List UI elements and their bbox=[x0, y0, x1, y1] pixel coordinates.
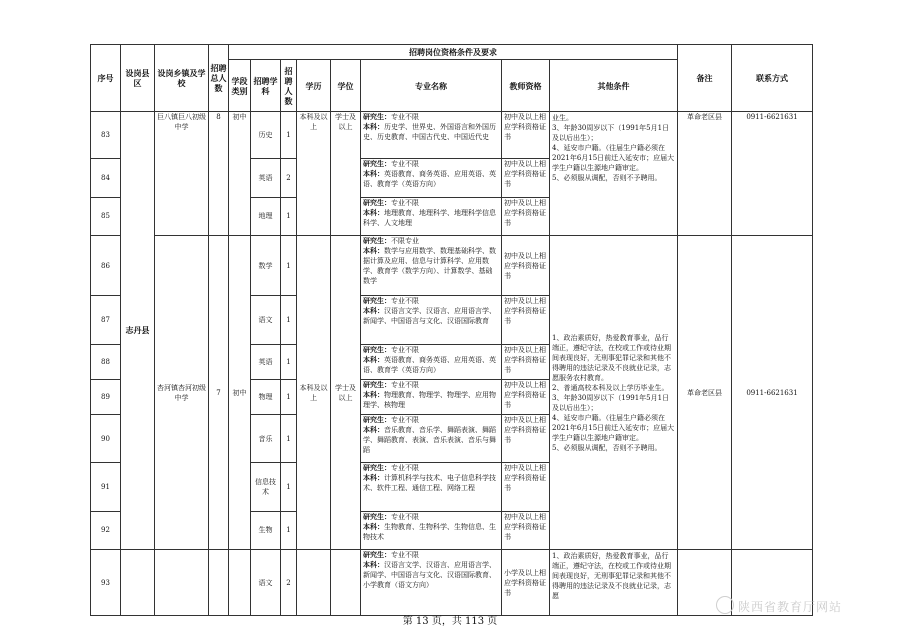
header-other: 其他条件 bbox=[550, 60, 678, 112]
total-cell-empty bbox=[209, 550, 229, 616]
grad-text: 专业不限 bbox=[391, 415, 419, 424]
other-conditions: 1、政治素质好，热爱教育事业，品行端正，遵纪守法，在校或工作或待业期间表现良好，无刑事犯罪记录和其他不得聘用的违法记录及不良就业记录，志愿服务农村教育。 2、普通高校本科及以上学历毕业生。 3、年龄30周岁以下（1991年5月1日及以后出生）； 4、延安市户籍。（往届生户籍必须在2021年6月15日前迁入延安市；应届大学生户籍以生源地户籍审定。 5、必须服从调配，否则不予聘用。 bbox=[550, 236, 678, 550]
count-cell: 1 bbox=[281, 463, 297, 511]
seq-cell: 83 bbox=[91, 111, 121, 158]
school-cell: 杏河镇杏河初级中学 bbox=[155, 236, 209, 550]
ug-text: 物理教育、物理学、物理学、应用物理学、核物理 bbox=[363, 390, 496, 409]
major-cell bbox=[361, 236, 502, 296]
grad-label: 研究生： bbox=[363, 159, 391, 169]
subject-cell: 英语 bbox=[251, 159, 281, 197]
ug-label: 本科： bbox=[363, 560, 384, 570]
major-cell bbox=[361, 550, 502, 616]
major-cell bbox=[361, 296, 502, 344]
ug-label: 本科： bbox=[363, 521, 384, 531]
subject-cell: 语文 bbox=[251, 550, 281, 616]
seq-cell: 93 bbox=[91, 550, 121, 616]
seq-cell: 92 bbox=[91, 511, 121, 549]
cert-cell: 小学及以上相应学科资格证书 bbox=[502, 550, 550, 616]
seq-cell: 87 bbox=[91, 296, 121, 344]
grad-text: 专业不限 bbox=[391, 464, 419, 473]
header-note: 备注 bbox=[678, 45, 732, 112]
grad-label: 研究生： bbox=[363, 463, 391, 473]
ug-text: 数学与应用数学、数理基础科学、数据计算及应用、信息与计算科学、应用数学、教育学（数学方向）、计算数学、基础数学 bbox=[363, 247, 496, 286]
total-cell: 7 bbox=[209, 236, 229, 550]
cert-cell: 初中及以上相应学科资格证书 bbox=[502, 414, 550, 462]
grad-text: 不限专业 bbox=[391, 237, 419, 246]
grad-text: 专业不限 bbox=[391, 345, 419, 354]
ug-text: 生物教育、生物科学、生物信息、生物技术 bbox=[363, 522, 496, 541]
cert-cell: 初中及以上相应学科资格证书 bbox=[502, 236, 550, 296]
watermark-logo-icon bbox=[716, 596, 734, 614]
count-cell: 1 bbox=[281, 511, 297, 549]
cert-cell: 初中及以上相应学科资格证书 bbox=[502, 296, 550, 344]
subject-cell: 历史 bbox=[251, 111, 281, 158]
subject-cell: 物理 bbox=[251, 379, 281, 414]
ug-text: 英语教育、商务英语、应用英语、英语、教育学（英语方向） bbox=[363, 170, 496, 189]
header-edu: 学历 bbox=[297, 60, 331, 112]
count-cell: 1 bbox=[281, 296, 297, 344]
subject-cell: 地理 bbox=[251, 197, 281, 235]
degree-cell: 学士及以上 bbox=[331, 236, 361, 550]
subject-cell: 信息技术 bbox=[251, 463, 281, 511]
grad-text: 专业不限 bbox=[391, 380, 419, 389]
subject-cell: 数学 bbox=[251, 236, 281, 296]
grad-label: 研究生： bbox=[363, 379, 391, 389]
ug-label: 本科： bbox=[363, 207, 384, 217]
note-cell: 革命老区县 bbox=[678, 111, 732, 235]
header-contact: 联系方式 bbox=[732, 45, 813, 112]
table-row bbox=[91, 111, 813, 158]
header-cert: 教师资格 bbox=[502, 60, 550, 112]
other-conditions: 业生。 3、年龄30周岁以下（1991年5月1日及以后出生）； 4、延安市户籍。（往届生户籍必须在2021年6月15日前迁入延安市；应届大学生户籍以生源地户籍审定。 5、必须服从调配，否则不予聘用。 bbox=[550, 111, 678, 235]
stage-cell-empty bbox=[229, 550, 251, 616]
major-cell bbox=[361, 511, 502, 549]
total-cell: 8 bbox=[209, 111, 229, 235]
other-conditions: 1、政治素质好，热爱教育事业，品行端正，遵纪守法，在校或工作或待业期间表现良好，无刑事犯罪记录和其他不得聘用的违法记录及不良就业记录，志愿 bbox=[550, 550, 678, 616]
ug-text: 汉语言文学、汉语言、应用语言学、新闻学、中国语言与文化、汉语国际教育、小学教育（语文方向） bbox=[363, 561, 496, 590]
school-cell-empty bbox=[155, 550, 209, 616]
seq-cell: 86 bbox=[91, 236, 121, 296]
edu-cell: 本科及以上 bbox=[297, 236, 331, 550]
major-cell bbox=[361, 463, 502, 511]
ug-label: 本科： bbox=[363, 169, 384, 179]
degree-cell: 学士及以上 bbox=[331, 111, 361, 235]
subject-cell: 音乐 bbox=[251, 414, 281, 462]
ug-text: 汉语言文学、汉语言、应用语言学、新闻学、中国语言与文化、汉语国际教育 bbox=[363, 307, 496, 326]
header-county: 设岗县区 bbox=[121, 45, 155, 112]
table-row bbox=[91, 550, 813, 616]
cert-cell: 初中及以上相应学科资格证书 bbox=[502, 511, 550, 549]
ug-label: 本科： bbox=[363, 306, 384, 316]
grad-text: 专业不限 bbox=[391, 512, 419, 521]
count-cell: 1 bbox=[281, 197, 297, 235]
grad-text: 专业不限 bbox=[391, 551, 419, 560]
ug-label: 本科： bbox=[363, 121, 384, 131]
grad-label: 研究生： bbox=[363, 344, 391, 354]
page-footer: 第 13 页，共 113 页 bbox=[402, 616, 498, 627]
ug-label: 本科： bbox=[363, 473, 384, 483]
major-cell bbox=[361, 379, 502, 414]
grad-text: 专业不限 bbox=[391, 198, 419, 207]
ug-text: 地理教育、地理科学、地理科学信息科学、人文地理 bbox=[363, 208, 496, 227]
grad-text: 专业不限 bbox=[391, 297, 419, 306]
note-cell: 革命老区县 bbox=[678, 236, 732, 550]
count-cell: 2 bbox=[281, 159, 297, 197]
ug-text: 音乐教育、音乐学、舞蹈表演、舞蹈学、舞蹈教育、表演、音乐表演、音乐与舞蹈 bbox=[363, 425, 496, 454]
header-total: 招聘总人数 bbox=[209, 45, 229, 112]
cert-cell: 初中及以上相应学科资格证书 bbox=[502, 463, 550, 511]
seq-cell: 84 bbox=[91, 159, 121, 197]
county-cell-empty bbox=[121, 550, 155, 616]
subject-cell: 生物 bbox=[251, 511, 281, 549]
grad-label: 研究生： bbox=[363, 111, 391, 121]
subject-cell: 英语 bbox=[251, 344, 281, 379]
seq-cell: 90 bbox=[91, 414, 121, 462]
grad-text: 专业不限 bbox=[391, 112, 419, 121]
count-cell: 1 bbox=[281, 344, 297, 379]
edu-cell-empty bbox=[297, 550, 331, 616]
ug-text: 计算机科学与技术、电子信息科学技术、软件工程、通信工程、网络工程 bbox=[363, 474, 496, 493]
ug-label: 本科： bbox=[363, 354, 384, 364]
ug-text: 历史学、世界史、外国语言和外国历史、历史教育、中国古代史、中国近代史 bbox=[363, 122, 496, 141]
major-cell bbox=[361, 159, 502, 197]
cert-cell: 初中及以上相应学科资格证书 bbox=[502, 159, 550, 197]
major-cell bbox=[361, 414, 502, 462]
school-cell: 巨八镇巨八初级中学 bbox=[155, 111, 209, 235]
major-cell bbox=[361, 111, 502, 158]
seq-cell: 85 bbox=[91, 197, 121, 235]
header-major: 专业名称 bbox=[361, 60, 502, 112]
header-seq: 序号 bbox=[91, 45, 121, 112]
grad-label: 研究生： bbox=[363, 296, 391, 306]
ug-label: 本科： bbox=[363, 246, 384, 256]
contact-cell: 0911-6621631 bbox=[732, 111, 813, 235]
edu-cell: 本科及以上 bbox=[297, 111, 331, 235]
cert-cell: 初中及以上相应学科资格证书 bbox=[502, 379, 550, 414]
ug-label: 本科： bbox=[363, 389, 384, 399]
grad-label: 研究生： bbox=[363, 550, 391, 560]
count-cell: 1 bbox=[281, 236, 297, 296]
cert-cell: 初中及以上相应学科资格证书 bbox=[502, 197, 550, 235]
major-cell bbox=[361, 197, 502, 235]
degree-cell-empty bbox=[331, 550, 361, 616]
subject-cell: 语文 bbox=[251, 296, 281, 344]
cert-cell: 初中及以上相应学科资格证书 bbox=[502, 344, 550, 379]
count-cell: 1 bbox=[281, 379, 297, 414]
watermark: 陕西省教育厅网站 bbox=[738, 600, 843, 614]
header-stage: 学段类别 bbox=[229, 60, 251, 112]
county-cell: 志丹县 bbox=[121, 111, 155, 549]
grad-label: 研究生： bbox=[363, 414, 391, 424]
header-subject: 招聘学科 bbox=[251, 60, 281, 112]
stage-cell: 初中 bbox=[229, 111, 251, 235]
ug-label: 本科： bbox=[363, 424, 384, 434]
major-cell bbox=[361, 344, 502, 379]
cert-cell: 初中及以上相应学科资格证书 bbox=[502, 111, 550, 158]
seq-cell: 88 bbox=[91, 344, 121, 379]
recruitment-table bbox=[90, 44, 813, 616]
header-degree: 学位 bbox=[331, 60, 361, 112]
table-row bbox=[91, 236, 813, 296]
seq-cell: 89 bbox=[91, 379, 121, 414]
seq-cell: 91 bbox=[91, 463, 121, 511]
header-school: 设岗乡镇及学校 bbox=[155, 45, 209, 112]
count-cell: 2 bbox=[281, 550, 297, 616]
grad-text: 专业不限 bbox=[391, 160, 419, 169]
contact-cell: 0911-6621631 bbox=[732, 236, 813, 550]
grad-label: 研究生： bbox=[363, 236, 391, 246]
count-cell: 1 bbox=[281, 111, 297, 158]
ug-text: 英语教育、商务英语、应用英语、英语、教育学（英语方向） bbox=[363, 355, 496, 374]
header-group: 招聘岗位资格条件及要求 bbox=[229, 45, 678, 60]
stage-cell: 初中 bbox=[229, 236, 251, 550]
grad-label: 研究生： bbox=[363, 511, 391, 521]
count-cell: 1 bbox=[281, 414, 297, 462]
header-count: 招聘人数 bbox=[281, 60, 297, 112]
grad-label: 研究生： bbox=[363, 197, 391, 207]
